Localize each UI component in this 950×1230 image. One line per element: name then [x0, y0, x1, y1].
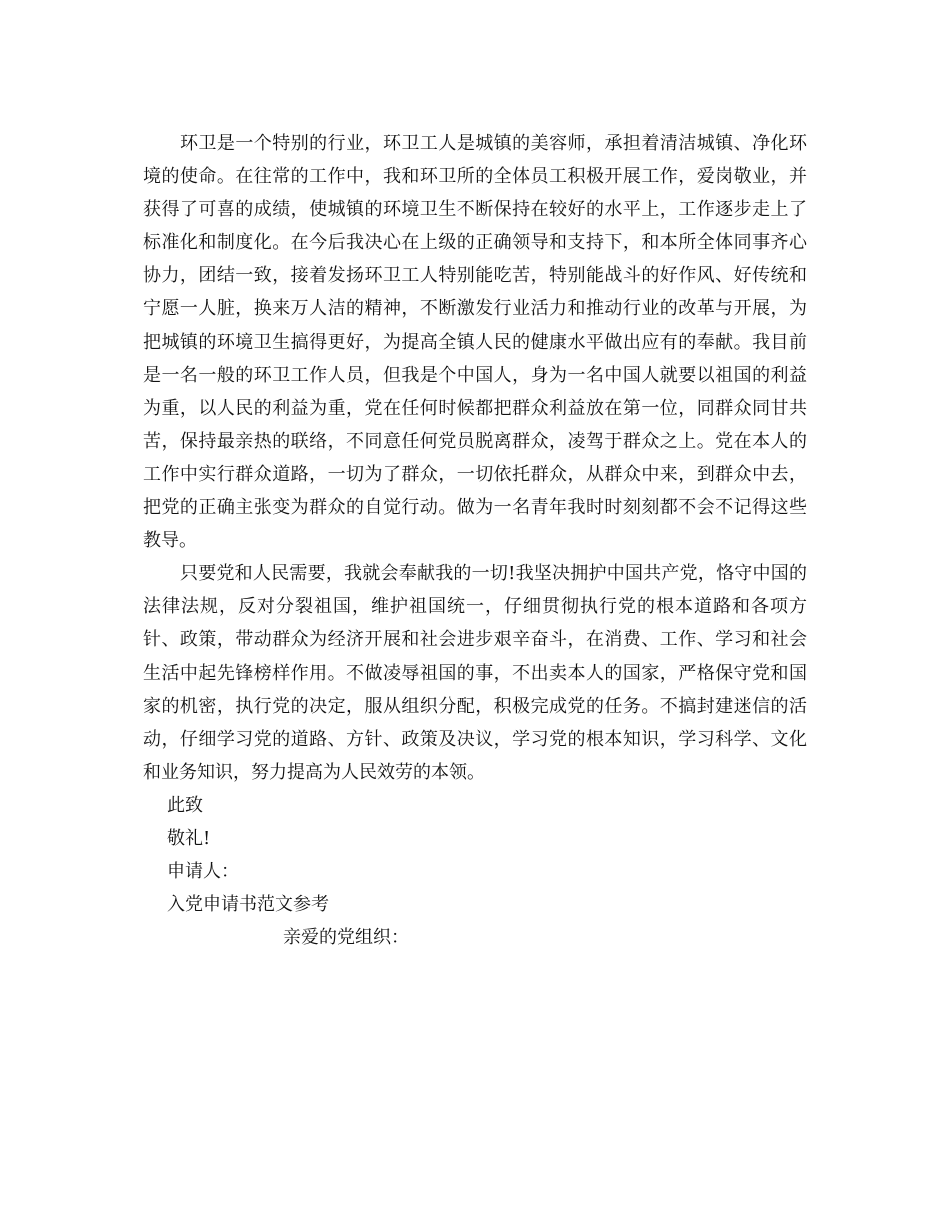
closing-greeting: 此致: [167, 794, 203, 816]
body-paragraph-2: 只要党和人民需要，我就会奉献我的一切!我坚决拥护中国共产党，恪守中国的法律法规，反对分裂祖国，维护祖国统一，仔细贯彻执行党的根本道路和各项方针、政策，带动群众为经济开展和社会进步艰辛奋斗，在消费、工作、学习和社会生活中起先锋榜样作用。不做凌辱祖国的事，不出卖本人的国家，严格保守党和国家的机密，执行党的决定，服从组织分配，积极完成党的任务。不搞封建迷信的活动，仔细学习党的道路、方针、政策及决议，学习党的根本知识，学习科学、文化和业务知识，努力提高为人民效劳的本领。: [143, 563, 807, 783]
applicant-label: 申请人：: [167, 861, 239, 883]
closing-salute: 敬礼!: [167, 827, 211, 849]
body-paragraph-1: 环卫是一个特别的行业，环卫工人是城镇的美容师，承担着清洁城镇、净化环境的使命。在往常的工作中，我和环卫所的全体员工积极开展工作，爱岗敬业，并获得了可喜的成绩，使城镇的环境卫生不断保持在较好的水平上，工作逐步走上了标准化和制度化。在今后我决心在上级的正确领导和支持下，和本所全体同事齐心协力，团结一致，接着发扬环卫工人特别能吃苦，特别能战斗的好作风、好传统和宁愿一人脏，换来万人洁的精神，不断激发行业活力和推动行业的改革与开展，为把城镇的环境卫生搞得更好，为提高全镇人民的健康水平做出应有的奉献。我目前是一名一般的环卫工作人员，但我是个中国人，身为一名中国人就要以祖国的利益为重，以人民的利益为重，党在任何时候都把群众利益放在第一位，同群众同甘共苦，保持最亲热的联络，不同意任何党员脱离群众，凌驾于群众之上。党在本人的工作中实行群众道路，一切为了群众，一切依托群众，从群众中来，到群众中去，把党的正确主张变为群众的自觉行动。做为一名青年我时时刻刻都不会不记得这些教导。: [143, 133, 807, 552]
section-title: 入党申请书范文参考: [167, 894, 329, 916]
document-body: [143, 127, 807, 954]
salutation: 亲爱的党组织：: [283, 927, 409, 949]
